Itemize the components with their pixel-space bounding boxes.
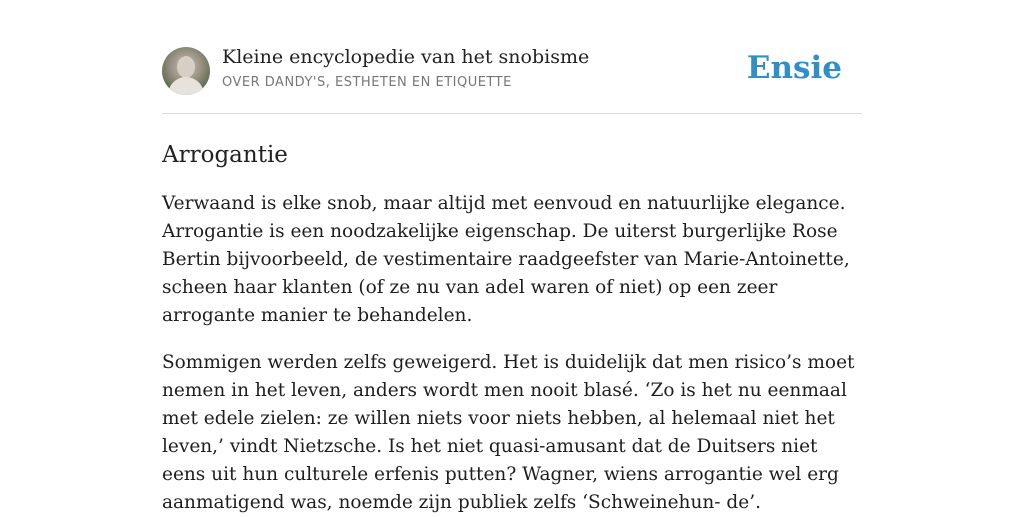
site-subtitle: OVER DANDY'S, ESTHETEN EN ETIQUETTE bbox=[222, 75, 512, 90]
page bbox=[162, 0, 862, 517]
article-paragraph: Verwaand is elke snob, maar altijd met eenvoud en natuurlijke elegance. Arrogantie is een noodzakelijke eigenschap. De uiterst burgerlijke Rose Bertin bijvoorbeeld, de vestimentaire raadgeefster van Marie-Antoinette, scheen haar klanten (of ze nu van adel waren of niet) op een zeer arrogante manier te behandelen. bbox=[162, 193, 850, 326]
article-paragraph: Sommigen werden zelfs geweigerd. Het is duidelijk dat men risico’s moet nemen in het leven, anders wordt men nooit blasé. ‘Zo is het nu eenmaal met edele zielen: ze willen niets voor niets hebben, al helemaal niet het leven,’ vindt Nietzsche. Is het niet quasi-amusant dat de Duitsers niet eens uit hun culturele erfenis putten? Wagner, wiens arrogantie wel erg aanmatigend was, noemde zijn publiek zelfs ‘Schweinehun- de’. bbox=[162, 352, 855, 513]
site-header bbox=[162, 0, 862, 114]
avatar-face bbox=[177, 56, 195, 78]
article-title: Arrogantie bbox=[162, 142, 288, 168]
site-title[interactable]: Kleine encyclopedie van het snobisme bbox=[222, 46, 590, 68]
avatar-shoulders bbox=[168, 77, 204, 95]
author-avatar[interactable] bbox=[162, 47, 210, 95]
brand-logo[interactable]: Ensie bbox=[746, 50, 842, 86]
